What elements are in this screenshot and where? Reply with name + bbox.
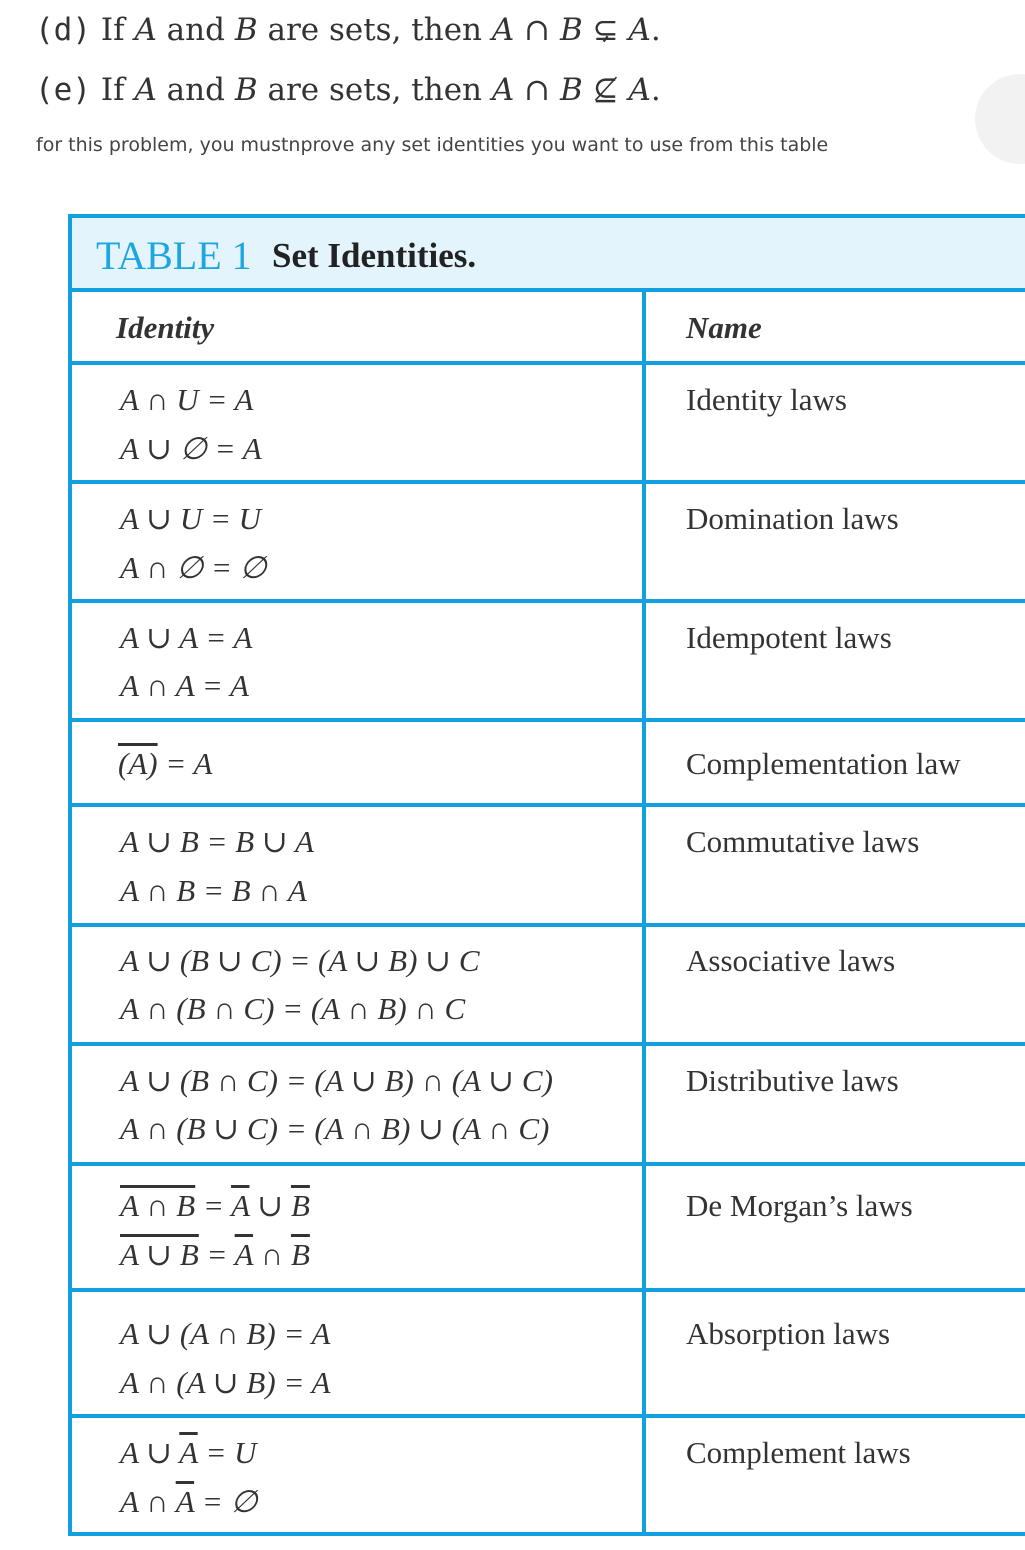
identity-line (120, 1188, 310, 1224)
text: are sets, then (257, 12, 492, 48)
identity-line: A ∪ (B ∩ C) = (A ∪ B) ∩ (A ∪ C) (120, 1063, 553, 1098)
identity-line (120, 1237, 310, 1273)
row-divider (72, 361, 1025, 365)
expr-rest: = (195, 1188, 232, 1223)
text: If (100, 12, 135, 48)
row-divider (72, 1162, 1025, 1166)
complement-bar-expr: $\overline{B}$ (290, 1237, 310, 1272)
problem-item-d (35, 12, 661, 48)
law-name: Absorption laws (686, 1316, 891, 1351)
text: . (650, 12, 661, 48)
identity-line: A ∩ B = B ∩ A (120, 873, 307, 908)
complement-bar-expr: $\overline{B}$ (290, 1188, 310, 1223)
table-number: TABLE 1 (96, 233, 252, 278)
identity-line: A ∩ (B ∩ C) = (A ∩ B) ∩ C (120, 991, 466, 1026)
identity-line: A ∪ B = B ∪ A (120, 824, 314, 859)
text: and (156, 12, 235, 48)
var: B (559, 12, 583, 48)
complement-bar-expr: A ∩ B (120, 1188, 196, 1223)
expr-rest: A ∪ (120, 1435, 180, 1470)
text: If (100, 72, 135, 108)
law-name: Domination laws (686, 501, 899, 536)
row-divider (72, 718, 1025, 722)
text: are sets, then (257, 72, 492, 108)
law-name: Idempotent laws (686, 620, 892, 655)
identity-line: A ∪ U = U (120, 501, 262, 536)
relation: ⊊ (592, 12, 619, 48)
problem-note: for this problem, you mustnprove any set identities you want to use from this table (36, 134, 829, 156)
complement-bar-expr: $\overline{A}$ (234, 1237, 254, 1272)
law-name: Identity laws (686, 382, 847, 417)
identity-line: A ∩ (B ∪ C) = (A ∩ B) ∪ (A ∩ C) (120, 1111, 550, 1146)
var: A (628, 12, 651, 48)
complement-bar-expr: A ∪ B (120, 1237, 199, 1272)
law-name: De Morgan’s laws (686, 1188, 913, 1223)
identity-line: A ∪ (B ∪ C) = (A ∪ B) ∪ C (120, 943, 480, 978)
col-header-name: Name (686, 310, 762, 345)
identity-line: A ∩ U = A (120, 382, 254, 417)
column-divider (642, 292, 646, 1532)
item-label: (d) (35, 12, 91, 48)
col-header-identity: Identity (116, 310, 215, 345)
set-identities-table (68, 214, 1025, 1536)
identity-line: A ∩ A = A (120, 668, 249, 703)
var: A (491, 12, 515, 48)
law-name: Associative laws (686, 943, 896, 978)
problem-item-e (35, 72, 661, 108)
complement-bar-expr: $\overline{A}$ (179, 1435, 198, 1470)
identity-line: A ∪ A = A (120, 620, 253, 655)
corner-decoration (975, 74, 1025, 164)
var: B (559, 72, 583, 108)
expr-rest: = A (157, 746, 213, 781)
var: B (234, 12, 258, 48)
var: A (628, 72, 651, 108)
complement-bar-expr: $\overline{A}$ (231, 1188, 250, 1223)
row-divider (72, 923, 1025, 927)
table-caption (72, 218, 1025, 292)
expr-rest: = ∅ (194, 1484, 258, 1519)
law-name: Complementation law (686, 746, 961, 781)
expr-rest: A ∩ (120, 1484, 176, 1519)
law-name: Commutative laws (686, 824, 920, 859)
table-title: Set Identities. (272, 236, 477, 275)
identity-line (118, 746, 212, 782)
complement-bar-expr: (A) (118, 746, 158, 781)
row-divider (72, 1288, 1025, 1292)
identity-line: A ∩ (A ∪ B) = A (120, 1365, 331, 1400)
item-label: (e) (35, 72, 91, 108)
row-divider (72, 803, 1025, 807)
identity-line: A ∪ ∅ = A (120, 431, 262, 466)
complement-bar-expr: $\overline{A}$ (175, 1484, 195, 1519)
op: ∩ (524, 72, 551, 108)
law-name: Complement laws (686, 1435, 911, 1470)
row-divider (72, 480, 1025, 484)
expr-rest: = U (197, 1435, 257, 1470)
identity-line: A ∪ (A ∩ B) = A (120, 1316, 331, 1351)
identity-line (120, 1435, 257, 1471)
expr-rest: ∪ (249, 1188, 291, 1223)
row-divider (72, 1042, 1025, 1046)
op: ∩ (524, 12, 551, 48)
expr-rest: ∩ (253, 1237, 291, 1272)
var: A (134, 12, 157, 48)
law-name: Distributive laws (686, 1063, 899, 1098)
row-divider (72, 1414, 1025, 1418)
text: and (156, 72, 235, 108)
var: B (234, 72, 258, 108)
var: A (491, 72, 515, 108)
text: . (650, 72, 661, 108)
relation: ⊈ (592, 72, 619, 108)
var: A (134, 72, 157, 108)
identity-line: A ∩ ∅ = ∅ (120, 550, 267, 585)
row-divider (72, 599, 1025, 603)
identity-line (120, 1484, 258, 1520)
expr-rest: = (198, 1237, 235, 1272)
